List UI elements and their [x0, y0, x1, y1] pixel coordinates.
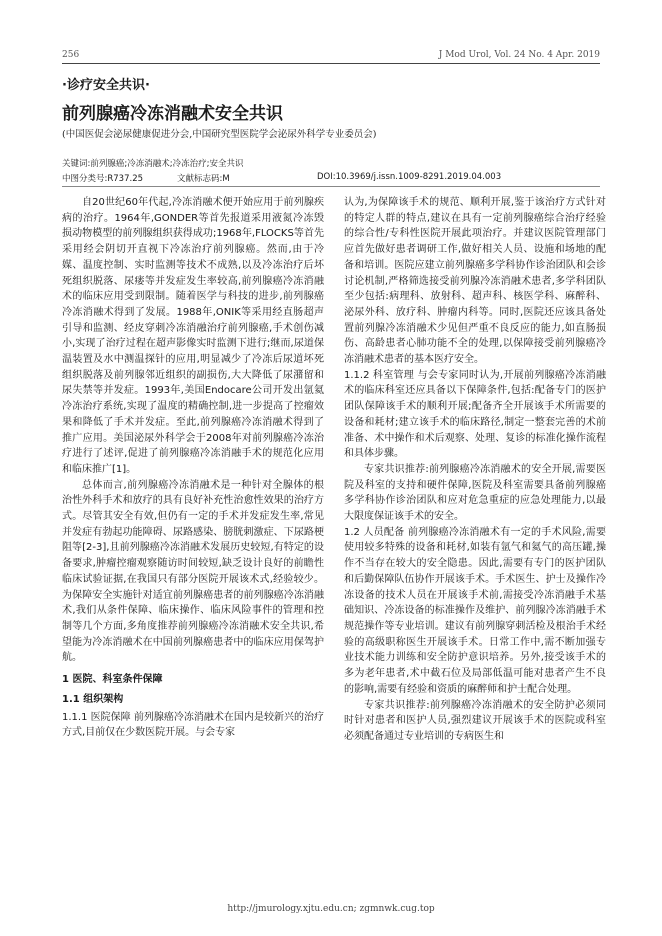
paragraph-1-1-1-cont: 认为,为保障该手术的规范、顺利开展,鉴于该治疗方式针对的特定人群的特点,建议在具有一定前列腺癌综合治疗经验的综合性/专科性医院开展此项治疗。并建议医院管理部门应首先做好患者调研工作,做好相关人员、设施和场地的配备和培训。医院应建立前列腺癌多学科协作诊治团队和会诊讨论机制,严格筛选接受前列腺冷冻消融术患者,多学科团队至少包括:病理科、放射科、超声科、核医学科、麻醉科、泌尿外科、放疗科、肿瘤内科等。同时,医院还应该具备处置前列腺冷冻消融术少见但严重不良反应的能力,如直肠损伤、高龄患者心肺功能不全的处理,以保障接受前列腺癌冷冻消融术患者的基本医疗安全。 [344, 197, 606, 366]
intro-paragraph-2: 总体而言,前列腺癌冷冻消融术是一种针对全腺体的根治性外科手术和放疗的具有良好补充性治愈性效果的治疗方式。尽管其安全有效,但仍有一定的手术并发症发生率,常见并发症有勃起功能障碍、尿路感染、膀胱刺激症、下尿路梗阻等[2-3],且前列腺癌冷冻消融术发展历史较短,有特定的设备要求,肿瘤控瘤观察随访时间较短,缺乏设计良好的前瞻性临床试验证据,在我国只有部分医院开展该术式,经验较少。为保障安全实施针对适宜前列腺癌患者的前列腺癌冷冻消融术,我们从条件保障、临床操作、临床风险事件的管理和控制等几个方面,多角度推荐前列腺癌冷冻消融术安全共识,希望能为冷冻消融术在中国前列腺癌患者中的临床应用保驾护航。 [62, 479, 324, 664]
right-column [344, 195, 606, 745]
page-number: 256 [62, 50, 80, 60]
left-column [62, 195, 324, 741]
author-affiliation: (中国医促会泌尿健康促进分会,中国研究型医院学会泌尿外科学专业委员会) [62, 129, 377, 140]
heading-1-1: 1.1 组织架构 [62, 693, 124, 705]
doi: DOI:10.3969/j.issn.1009-8291.2019.04.003 [317, 172, 502, 182]
paragraph-1-1-2: 1.1.2 科室管理 与会专家同时认为,开展前列腺癌冷冻消融术的临床科室还应具备以下保障条件,包括:配备专门的医护团队保障该手术的顺利开展;配备齐全开展该手术所需要的设备和耗材;建立该手术的临床路径,制定一整套完善的术前准备、术中操作和术后观察、处理、复诊的标准化操作流程和具体步骤。 [344, 369, 606, 460]
clc-number: 中图分类号:R737.25 [62, 174, 144, 184]
header-rule [62, 63, 600, 64]
intro-paragraph-1: 自20世纪60年代起,冷冻消融术便开始应用于前列腺疾病的治疗。1964年,GONDER等首先报道采用液氮冷冻毁损动物模型的前列腺组织获得成功;1968年,FLOCKS等首先采用经会阴切开直视下冷冻治疗前列腺癌。然而,由于冷媒、温度控制、实时监测等技术不成熟,以及冷冻治疗后坏死组织脱落、尿瘘等并发症发生率较高,前列腺癌冷冻消融术的临床应用受到限制。随着医学与科技的进步,前列腺癌冷冻消融术得到了发展。1988年,ONIK等采用经直肠超声引导和监测、经皮穿刺冷冻消融治疗前列腺癌,手术创伤减小,实现了治疗过程在超声影像实时监测下进行;继而,尿道保温装置及水中测温探针的应用,明显减少了冷冻后尿道坏死组织脱落及前列腺邻近组织的副损伤,大大降低了尿潴留和尿失禁等并发症。1993年,美国Endocare公司开发出氩氦冷冻治疗系统,实现了温度的精确控制,进一步提高了控瘤效果和降低了手术并发症。至此,前列腺癌冷冻消融术得到了推广应用。美国泌尿外科学会于2008年对前列腺癌冷冻治疗进行了述评,促进了前列腺癌冷冻消融手术的规范化应用和临床推广[1]。 [62, 197, 324, 475]
section-label: ·诊疗安全共识· [62, 78, 150, 93]
heading-1: 1 医院、科室条件保障 [62, 674, 163, 686]
footer-url: http://jmurology.xjtu.edu.cn; zgmnwk.cug.top [227, 904, 435, 914]
paragraph-1-1-1: 1.1.1 医院保障 前列腺癌冷冻消融术在国内是较新兴的治疗方式,目前仅在少数医院开展。与会专家 [62, 711, 324, 739]
article-title: 前列腺癌冷冻消融术安全共识 [62, 104, 283, 124]
recommendation-2: 专家共识推荐:前列腺癌冷冻消融术的安全防护必须同时针对患者和医护人员,强烈建议开展该手术的医院或科室必须配备通过专业培训的专病医生和 [344, 699, 606, 742]
recommendation-1: 专家共识推荐:前列腺癌冷冻消融术的安全开展,需要医院及科室的支持和硬件保障,医院及科室需要具备前列腺癌多学科协作诊治团队和应对危急重症的应急处理能力,以最大限度保证该手术的安全。 [344, 463, 606, 523]
keywords: 关键词:前列腺癌;冷冻消融术;冷冻治疗;安全共识 [62, 159, 244, 169]
journal-citation: J Mod Urol, Vol. 24 No. 4 Apr. 2019 [438, 50, 600, 60]
meta-rule [62, 186, 600, 187]
paragraph-1-2: 1.2 人员配备 前列腺癌冷冻消融术有一定的手术风险,需要使用较多特殊的设备和耗材,如装有氩气和氦气的高压罐,操作不当存在较大的安全隐患。因此,需要有专门的医护团队和后勤保障队伍协作开展该手术。手术医生、护士及操作冷冻设备的技术人员在开展该手术前,需接受冷冻消融手术基础知识、冷冻设备的标准操作及维护、前列腺冷冻消融手术规范操作等专业培训。建议有前列腺穿刺活检及根治手术经验的高级职称医生开展该手术。日常工作中,需不断加强专业技术能力训练和安全防护意识培养。另外,接受该手术的多为老年患者,术中截石位及局部低温可能对患者产生不良的影响,需要有经验和资质的麻醉师和护士配合处理。 [344, 526, 606, 695]
document-code: 文献标志码:M [177, 174, 230, 184]
